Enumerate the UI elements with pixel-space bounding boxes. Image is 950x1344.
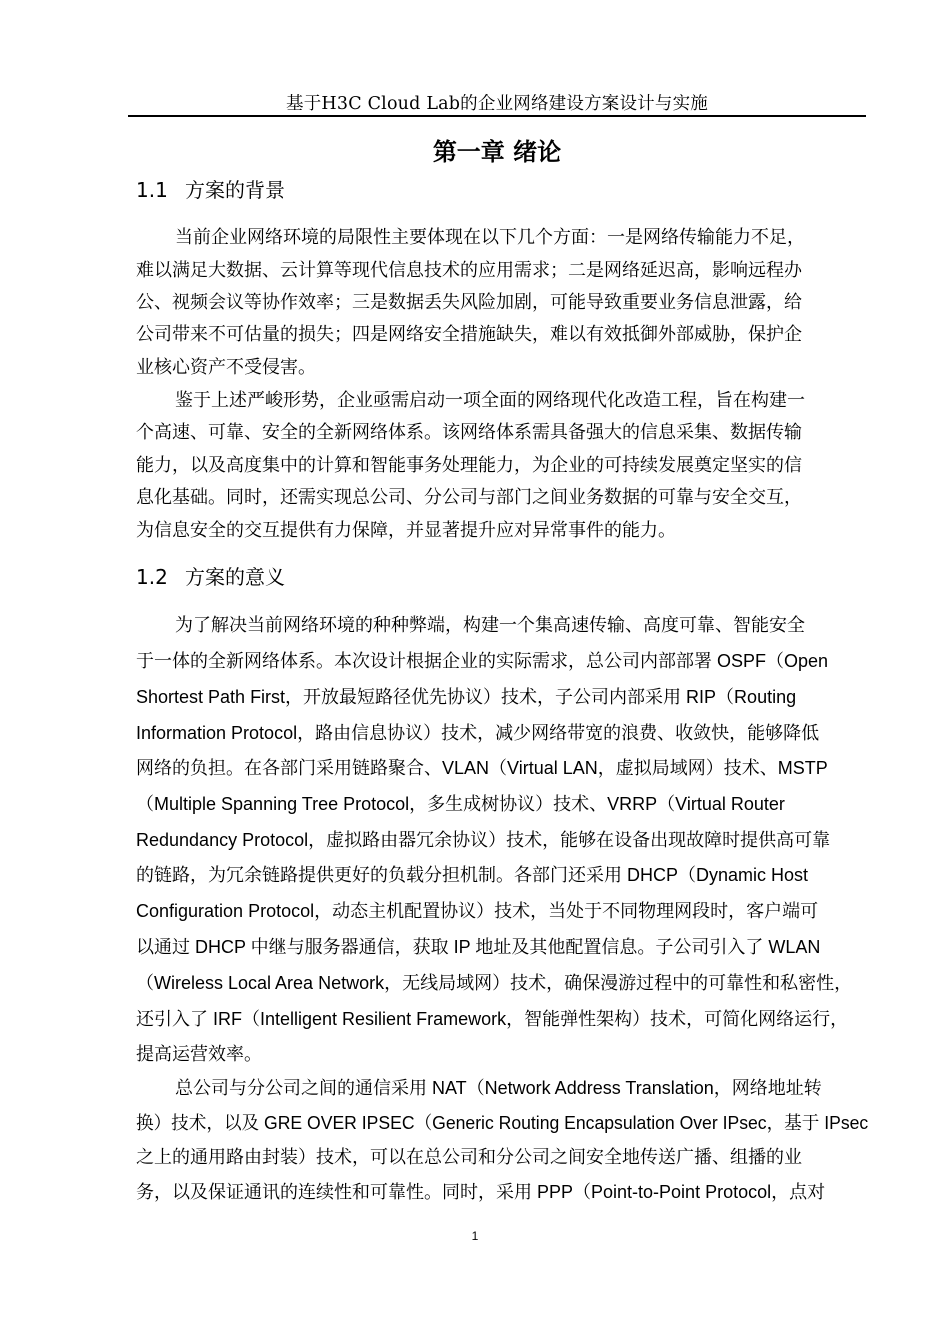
header-rule xyxy=(128,115,866,117)
paragraph-line: 公、视频会议等协作效率；三是数据丢失风险加剧，可能导致重要业务信息泄露，给 xyxy=(136,292,802,313)
paragraph-line: 当前企业网络环境的局限性主要体现在以下几个方面：一是网络传输能力不足， xyxy=(175,227,805,248)
paragraph-line: 难以满足大数据、云计算等现代信息技术的应用需求；二是网络延迟高，影响远程办 xyxy=(136,260,802,281)
paragraph-line: 为了解决当前网络环境的种种弊端，构建一个集高速传输、高度可靠、智能安全 xyxy=(175,615,805,635)
page-number: 1 xyxy=(471,1229,479,1243)
paragraph-line: 为信息安全的交互提供有力保障，并显著提升应对异常事件的能力。 xyxy=(136,520,676,541)
section-title: 方案的意义 xyxy=(185,565,285,589)
paragraph-line: 能力，以及高度集中的计算和智能事务处理能力，为企业的可持续发展奠定坚实的信 xyxy=(136,455,802,476)
paragraph-line: Shortest Path First，开放最短路径优先协议）技术，子公司内部采用 RIP（Routing xyxy=(136,687,797,707)
section-number: 1.1 xyxy=(136,178,168,202)
paragraph-line: Configuration Protocol，动态主机配置协议）技术，当处于不同物理网段时，客户端可 xyxy=(136,901,819,921)
paragraph-line: 提高运营效率。 xyxy=(136,1044,262,1064)
paragraph-line: 公司带来不可估量的损失；四是网络安全措施缺失，难以有效抵御外部威胁，保护企 xyxy=(136,324,802,345)
chapter-title: 第一章 绪论 xyxy=(432,138,562,166)
paragraph-line: Redundancy Protocol，虚拟路由器冗余协议）技术，能够在设备出现故障时提供高可靠 xyxy=(136,830,831,850)
paragraph-line: 的链路，为冗余链路提供更好的负载分担机制。各部门还采用 DHCP（Dynamic Host xyxy=(136,865,809,885)
paragraph-line: 总公司与分公司之间的通信采用 NAT（Network Address Translation，网络地址转 xyxy=(175,1078,822,1098)
paragraph-line: 换）技术，以及 GRE OVER IPSEC（Generic Routing Encapsulation Over IPsec，基于 IPsec xyxy=(136,1113,869,1133)
paragraph-line: Information Protocol，路由信息协议）技术，减少网络带宽的浪费、收敛快，能够降低 xyxy=(136,723,820,743)
paragraph-line: 业核心资产不受侵害。 xyxy=(136,357,316,378)
paragraph-line: 个高速、可靠、安全的全新网络体系。该网络体系需具备强大的信息采集、数据传输 xyxy=(136,422,802,443)
section-number: 1.2 xyxy=(136,565,168,589)
paragraph-line: 务，以及保证通讯的连续性和可靠性。同时，采用 PPP（Point-to-Point Protocol，点对 xyxy=(136,1182,826,1202)
section-title: 方案的背景 xyxy=(185,178,285,202)
paragraph-line: 之上的通用路由封装）技术，可以在总公司和分公司之间安全地传送广播、组播的业 xyxy=(136,1147,802,1167)
paragraph-line: 于一体的全新网络体系。本次设计根据企业的实际需求，总公司内部部署 OSPF（Open xyxy=(136,651,829,671)
paragraph-line: 网络的负担。在各部门采用链路聚合、VLAN（Virtual LAN，虚拟局域网）技术、MSTP xyxy=(136,758,828,778)
paragraph-line: （Multiple Spanning Tree Protocol，多生成树协议）技术、VRRP（Virtual Router xyxy=(136,794,785,814)
paragraph-line: 还引入了 IRF（Intelligent Resilient Framework，智能弹性架构）技术，可简化网络运行， xyxy=(136,1009,849,1029)
paragraph-line: （Wireless Local Area Network，无线局域网）技术，确保漫游过程中的可靠性和私密性， xyxy=(136,973,853,993)
running-header: 基于H3C Cloud Lab的企业网络建设方案设计与实施 xyxy=(286,94,708,114)
section-heading-1-1 xyxy=(136,176,285,204)
paragraph-line: 以通过 DHCP 中继与服务器通信，获取 IP 地址及其他配置信息。子公司引入了 WLAN xyxy=(136,937,821,957)
section-heading-1-2 xyxy=(136,563,285,591)
paragraph-line: 息化基础。同时，还需实现总公司、分公司与部门之间业务数据的可靠与安全交互， xyxy=(136,487,802,508)
paragraph-line: 鉴于上述严峻形势，企业亟需启动一项全面的网络现代化改造工程，旨在构建一 xyxy=(175,390,805,411)
